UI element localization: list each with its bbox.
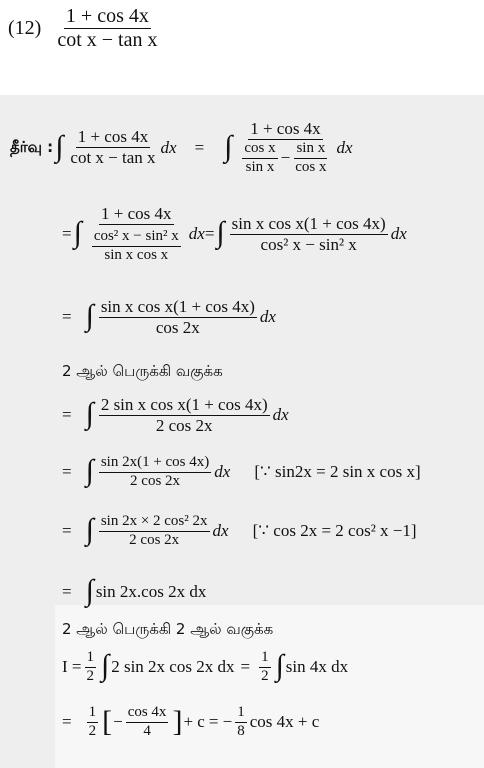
integral-sign: ∫ xyxy=(85,397,94,431)
differential: dx xyxy=(160,137,177,157)
denominator xyxy=(237,140,333,176)
numerator: 1 xyxy=(235,705,247,723)
compound-fraction xyxy=(87,205,186,263)
numerator: cos x xyxy=(242,141,277,159)
denominator: cot x − tan x xyxy=(70,148,156,168)
minus-sign: − xyxy=(113,712,123,732)
half-fraction xyxy=(259,650,271,685)
inner-fraction xyxy=(293,141,328,176)
denominator: cos² x − sin² x xyxy=(260,234,357,254)
integral-sign: ∫ xyxy=(73,216,82,250)
integrand: sin 4x dx xyxy=(285,657,349,677)
half-fraction xyxy=(85,650,97,685)
denominator: cos x xyxy=(295,158,327,175)
equals-sign: = xyxy=(62,224,72,244)
differential: dx xyxy=(214,462,231,482)
denominator: 2 cos 2x xyxy=(129,531,180,548)
problem-number: (12) xyxy=(8,17,42,39)
integral-sign: ∫ xyxy=(85,574,94,607)
numerator: 1 xyxy=(259,650,271,668)
solution-line-4 xyxy=(62,396,289,435)
integral-label: I = xyxy=(62,657,82,677)
fraction xyxy=(126,705,169,740)
differential: dx xyxy=(336,137,353,157)
integral-sign: ∫ xyxy=(85,513,94,547)
integral-sign: ∫ xyxy=(224,129,233,163)
fraction xyxy=(99,455,211,490)
denominator: cos 2x xyxy=(155,317,200,337)
integral-sign: ∫ xyxy=(85,299,94,333)
numerator: cos² x − sin² x xyxy=(92,229,181,247)
note-multiply-divide-2-again: 2 ஆல் பெருக்கி 2 ஆல் வகுக்க xyxy=(62,620,274,638)
equals-sign: = xyxy=(62,521,72,541)
differential: dx xyxy=(212,521,229,541)
equals-sign: = xyxy=(62,462,72,482)
solution-label: தீர்வு : xyxy=(10,137,54,156)
numerator: 2 sin x cos x(1 + cos 4x) xyxy=(100,395,268,414)
denominator: 8 xyxy=(237,722,245,739)
integral-sign: ∫ xyxy=(55,129,64,163)
solution-line-3 xyxy=(62,298,276,337)
denominator: 2 xyxy=(88,722,97,739)
fraction xyxy=(230,215,388,254)
differential: dx xyxy=(188,224,205,244)
note-multiply-divide-2: 2 ஆல் பெருக்கி வகுக்க xyxy=(62,362,223,380)
constant-term: + c xyxy=(183,712,205,732)
solution-line-1 xyxy=(10,120,353,175)
inner-fraction xyxy=(92,229,181,264)
denominator: 2 xyxy=(86,667,94,684)
equals-minus: = − xyxy=(208,712,233,732)
integrand: 2 sin 2x cos 2x dx xyxy=(111,657,235,677)
solution-line-5 xyxy=(62,455,421,490)
differential: dx xyxy=(390,224,407,244)
equals-sign: = xyxy=(62,405,72,425)
equals-sign: = xyxy=(240,657,251,677)
solution-line-9 xyxy=(62,705,319,740)
differential: dx xyxy=(272,405,289,425)
numerator: 1 xyxy=(85,650,97,668)
fraction xyxy=(68,128,157,167)
right-bracket: ] xyxy=(172,705,183,739)
eighth-fraction xyxy=(235,705,247,740)
denominator: 2 cos 2x xyxy=(130,472,181,489)
solution-line-8 xyxy=(62,650,348,685)
reason-identity: [∵ sin2x = 2 sin x cos x] xyxy=(254,462,421,482)
integrand: sin 2x.cos 2x dx xyxy=(95,582,207,601)
denominator: 4 xyxy=(143,722,151,739)
numerator: sin 2x(1 + cos 4x) xyxy=(99,455,211,473)
integral-sign: ∫ xyxy=(101,649,110,683)
denominator xyxy=(87,225,186,264)
denominator: sin x xyxy=(245,158,275,175)
equals-sign: = xyxy=(62,712,72,732)
numerator: sin x xyxy=(294,141,327,159)
numerator: cos 4x xyxy=(126,705,169,723)
equals-sign: = xyxy=(194,137,205,157)
fraction xyxy=(99,396,270,435)
final-answer: cos 4x + c xyxy=(249,712,320,732)
equals-sign: = xyxy=(204,224,215,244)
numerator: 1 + cos 4x xyxy=(250,119,321,138)
fraction xyxy=(99,298,257,337)
denominator: sin x cos x xyxy=(104,246,169,263)
numerator: 1 xyxy=(87,705,99,723)
problem-heading xyxy=(8,6,162,51)
differential: dx xyxy=(259,307,276,327)
solution-line-6 xyxy=(62,514,417,549)
solution-line-7 xyxy=(62,574,207,607)
equals-sign: = xyxy=(62,307,72,327)
equals-sign: = xyxy=(62,582,72,601)
numerator: sin 2x × 2 cos² 2x xyxy=(99,514,210,532)
numerator: 1 + cos 4x xyxy=(101,204,172,223)
inner-fraction xyxy=(242,141,277,176)
numerator: sin x cos x(1 + cos 4x) xyxy=(231,213,386,233)
problem-denominator: cot x − tan x xyxy=(57,29,158,51)
integral-sign: ∫ xyxy=(85,454,94,488)
integral-sign: ∫ xyxy=(275,649,284,683)
problem-fraction xyxy=(55,6,159,51)
half-fraction xyxy=(87,705,99,740)
compound-fraction xyxy=(237,120,333,175)
numerator: sin x cos x(1 + cos 4x) xyxy=(100,297,255,316)
integral-sign: ∫ xyxy=(216,216,225,250)
minus-sign: − xyxy=(280,148,291,168)
numerator: 1 + cos 4x xyxy=(77,127,149,147)
denominator: 2 xyxy=(261,667,269,684)
left-bracket: [ xyxy=(102,705,113,739)
fraction xyxy=(99,514,210,549)
problem-numerator: 1 + cos 4x xyxy=(65,5,149,27)
reason-identity: [∵ cos 2x = 2 cos² x −1] xyxy=(252,521,417,541)
solution-line-2 xyxy=(62,205,407,263)
denominator: 2 cos 2x xyxy=(155,415,213,435)
